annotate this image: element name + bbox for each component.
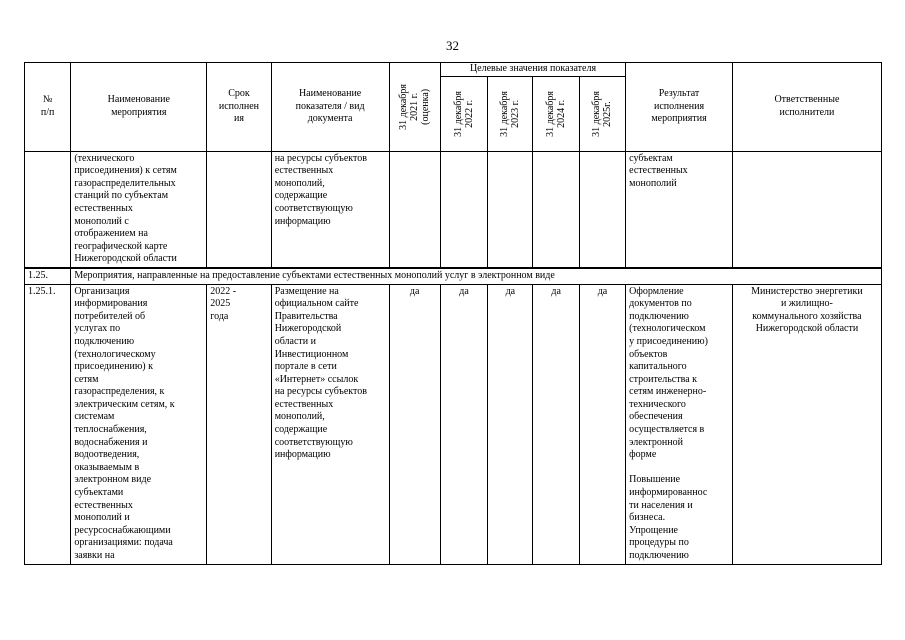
cell-2024: да bbox=[533, 284, 579, 564]
page-number: 32 bbox=[446, 38, 459, 53]
cell-2024 bbox=[533, 151, 579, 268]
cell-2022: да bbox=[440, 284, 487, 564]
cell-indicator: Размещение на официальном сайте Правительства Нижегородской области и Инвестиционном портале в сети «Интернет» ссылок на ресурсы субъектов естественных монополий, содержащие соответствующую информацию bbox=[271, 284, 389, 564]
cell-term bbox=[207, 151, 271, 268]
cell-2025 bbox=[579, 151, 625, 268]
header-result: Результат исполнения мероприятия bbox=[626, 63, 733, 152]
cell-responsible bbox=[732, 151, 881, 268]
header-name: Наименование мероприятия bbox=[71, 63, 207, 152]
cell-2022 bbox=[440, 151, 487, 268]
header-estimate-2021 bbox=[389, 63, 440, 152]
table-row-continuation bbox=[25, 151, 882, 268]
header-year-2024 bbox=[533, 76, 579, 151]
header-year-2025-label: 31 декабря 2025г. bbox=[591, 90, 614, 137]
header-estimate-2021-label: 31 декабря 2021 г. (оценка) bbox=[398, 83, 432, 130]
header-responsible: Ответственные исполнители bbox=[732, 63, 881, 152]
cell-estimate-2021: да bbox=[389, 284, 440, 564]
header-year-2022-label: 31 декабря 2022 г. bbox=[453, 90, 475, 137]
section-num: 1.25. bbox=[25, 268, 71, 284]
header-indicator: Наименование показателя / вид документа bbox=[271, 63, 389, 152]
cell-responsible: Министерство энергетики и жилищно- коммунального хозяйства Нижегородской области bbox=[732, 284, 881, 564]
cell-term: 2022 - 2025 года bbox=[207, 284, 271, 564]
header-year-2025 bbox=[579, 76, 625, 151]
table-row-1-25-1 bbox=[25, 284, 882, 564]
header-year-2023-label: 31 декабря 2023 г. bbox=[499, 90, 522, 137]
measures-table bbox=[24, 62, 882, 565]
cell-2023 bbox=[488, 151, 533, 268]
cell-estimate-2021 bbox=[389, 151, 440, 268]
section-title: Мероприятия, направленные на предоставление субъектами естественных монополий услуг в электронном виде bbox=[71, 268, 882, 284]
cell-indicator: на ресурсы субъектов естественных монополий, содержащие соответствующую информацию bbox=[271, 151, 389, 268]
cell-name: (технического присоединения) к сетям газораспределительных станций по субъектам естественных монополий с отображением на географической карте Нижегородской области bbox=[71, 151, 207, 268]
cell-result: Оформление документов по подключению (технологическом у присоединению) объектов капитального строительства к сетям инженерно- технического обеспечения осуществляется в электронной форме Повышение информированнос ти населения и бизнеса. Упрощение процедуры по подключению bbox=[626, 284, 733, 564]
cell-2023: да bbox=[488, 284, 533, 564]
section-row bbox=[25, 268, 882, 284]
cell-result: субъектам естественных монополий bbox=[626, 151, 733, 268]
cell-name: Организация информирования потребителей об услугах по подключению (технологическому присоединению) к сетям газораспределения, к электрическим сетям, к системам теплоснабжения, водоснабжения и водоотведения, оказываемым в электронном виде субъектами естественных монополий и ресурсоснабжающими организациями: подача заявки на bbox=[71, 284, 207, 564]
header-num: № п/п bbox=[25, 63, 71, 152]
header-row bbox=[25, 63, 882, 77]
cell-2025: да bbox=[579, 284, 625, 564]
cell-num bbox=[25, 151, 71, 268]
header-year-2023 bbox=[488, 76, 533, 151]
header-term: Срок исполнен ия bbox=[207, 63, 271, 152]
cell-num: 1.25.1. bbox=[25, 284, 71, 564]
header-targets: Целевые значения показателя bbox=[440, 63, 625, 77]
header-year-2022 bbox=[440, 76, 487, 151]
header-year-2024-label: 31 декабря 2024 г. bbox=[545, 90, 568, 137]
